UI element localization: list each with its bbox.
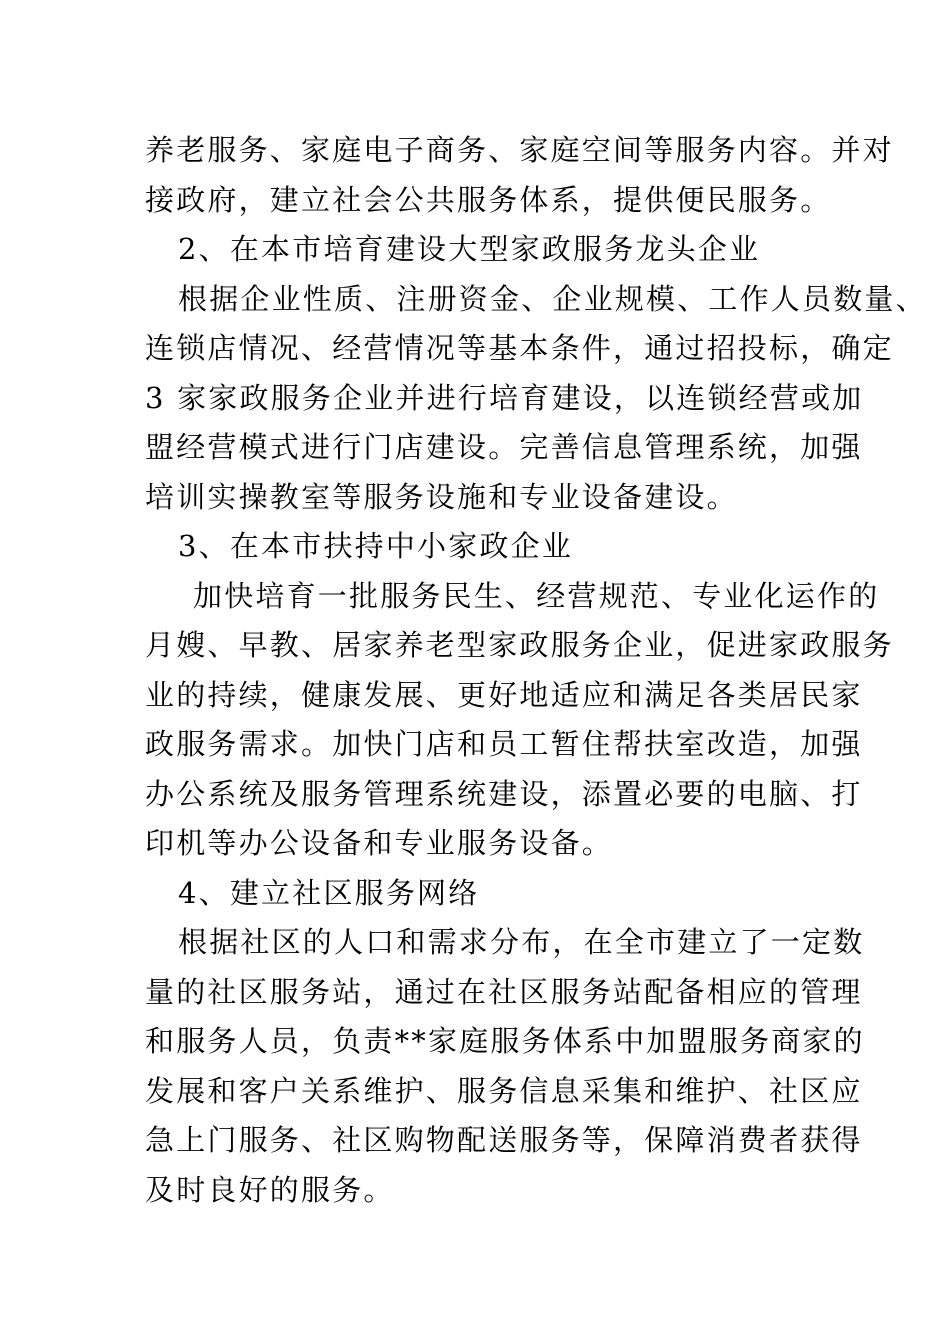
text-line: 连锁店情况、经营情况等基本条件，通过招投标，确定 <box>145 331 894 365</box>
text-line: 政服务需求。加快门店和员工暂住帮扶室改造，加强 <box>145 727 863 761</box>
text-line: 3 家家政服务企业并进行培育建设，以连锁经营或加 <box>145 381 864 415</box>
text-line: 量的社区服务站，通过在社区服务站配备相应的管理 <box>145 975 863 1009</box>
text-line: 月嫂、早教、居家养老型家政服务企业，促进家政服务 <box>145 628 894 662</box>
text-line: 根据社区的人口和需求分布，在全市建立了一定数 <box>178 925 865 959</box>
text-line: 印机等办公设备和专业服务设备。 <box>145 826 614 860</box>
text-line: 业的持续，健康发展、更好地适应和满足各类居民家 <box>145 678 863 712</box>
text-line: 培训实操教室等服务设施和专业设备建设。 <box>145 480 738 514</box>
text-line: 急上门服务、社区购物配送服务等，保障消费者获得 <box>145 1123 863 1157</box>
text-line: 盟经营模式进行门店建设。完善信息管理系统，加强 <box>145 430 863 464</box>
text-line: 发展和客户关系维护、服务信息采集和维护、社区应 <box>145 1074 863 1108</box>
text-line: 和服务人员，负责**家庭服务体系中加盟服务商家的 <box>145 1024 865 1058</box>
section-heading: 4、建立社区服务网络 <box>178 876 480 910</box>
text-line: 接政府，建立社会公共服务体系，提供便民服务。 <box>145 183 832 217</box>
text-line: 及时良好的服务。 <box>145 1173 395 1207</box>
section-heading: 3、在本市扶持中小家政企业 <box>178 529 574 563</box>
section-heading: 2、在本市培育建设大型家政服务龙头企业 <box>178 232 761 266</box>
text-line: 养老服务、家庭电子商务、家庭空间等服务内容。并对 <box>145 133 894 167</box>
text-line: 办公系统及服务管理系统建设，添置必要的电脑、打 <box>145 777 863 811</box>
text-line: 根据企业性质、注册资金、企业规模、工作人员数量、 <box>178 282 927 316</box>
text-line: 加快培育一批服务民生、经营规范、专业化运作的 <box>193 579 880 613</box>
